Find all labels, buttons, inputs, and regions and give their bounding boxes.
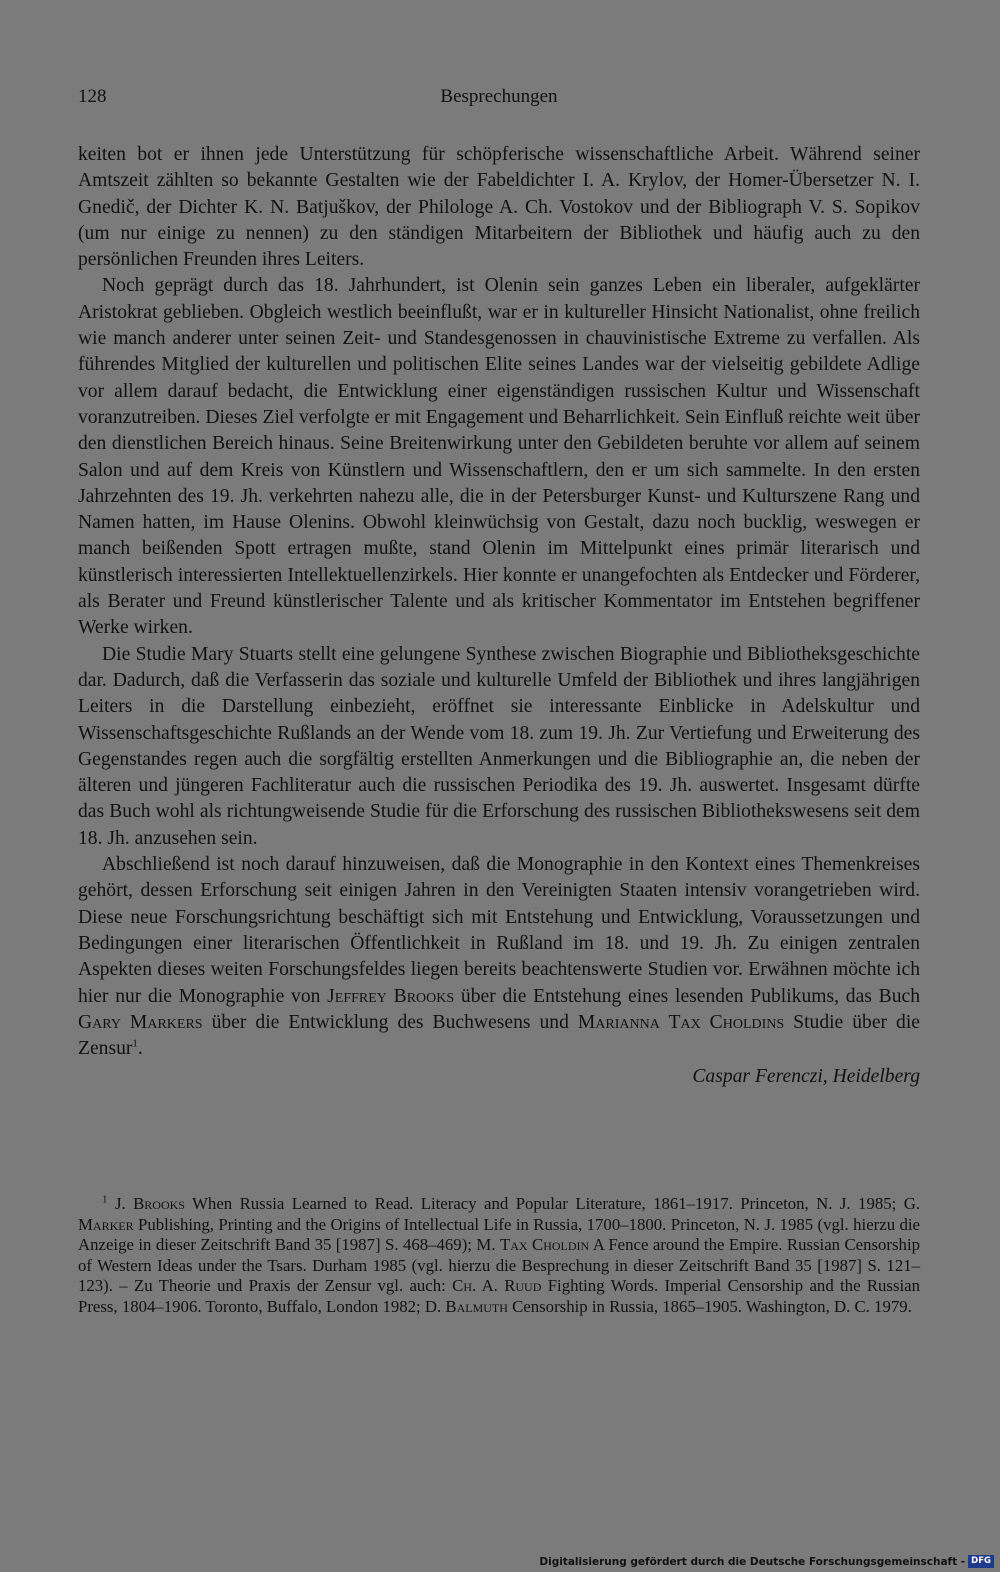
author-name: Ch. A. Ruud — [452, 1276, 542, 1296]
author-name: Marianna Tax Choldins — [577, 1011, 785, 1033]
footnote-1 — [78, 1194, 920, 1318]
footnote-mark: 1 — [102, 1193, 108, 1206]
author-name: Tax Choldin — [499, 1235, 590, 1255]
paragraph-4-text: Abschließend ist noch darauf hinzuweisen, daß die Monographie in den Kontext eines Themenkreises gehört, dessen Erforschung seit einigen Jahren in den Vereinigten Staaten intensiv vorangetrieben wird. Diese neue Forschungsrichtung beschäftigt sich mit Entstehung und Entwicklung, Voraussetzungen und Bedingungen einer literarischen Öffentlichkeit in Rußland im 18. und 19. Jh. Zu einigen zentralen Aspekten dieses weiten Forschungsfeldes liegen bereits beachtenswerte Studien vor. Erwähnen möchte ich hier nur die Monographie von — [78, 854, 920, 1007]
digitization-credit — [539, 1555, 994, 1568]
author-name: Jeffrey Brooks — [327, 985, 455, 1007]
paragraph-4-text: . — [137, 1038, 143, 1060]
author-name: Marker — [78, 1214, 134, 1234]
paragraph-4 — [78, 852, 920, 1062]
author-name: J. Brooks — [114, 1194, 185, 1213]
paragraph-4-text: über die Entwicklung des Buchwesens und — [202, 1011, 578, 1033]
page-header — [78, 86, 920, 116]
author-name: Gary Markers — [78, 1011, 203, 1033]
footnote-text: Censorship in Russia, 1865–1905. Washington, D. C. 1979. — [507, 1296, 912, 1316]
credit-text: Digitalisierung gefördert durch die Deutsche Forschungsgemeinschaft - — [539, 1555, 966, 1568]
footnotes — [78, 1194, 920, 1318]
footnote-text: When Russia Learned to Read. Literacy and Popular Literature, 1861–1917. Princeton, N. J. 1985; G. — [184, 1194, 921, 1213]
paragraph-4-text: Studie über die Zensur — [78, 1011, 920, 1060]
paragraph-1: keiten bot er ihnen jede Unterstützung für schöpferische wissenschaftliche Arbeit. Während seiner Amtszeit zählten so bekannte Gestalten wie der Fabeldichter I. A. Krylov, der Homer-Übersetzer N. I. Gnedič, der Dichter K. N. Batjuškov, der Philologe A. Ch. Vostokov und der Bibliograph V. S. Sopikov (um nur einige zu nennen) zu den ständigen Mitarbeitern der Bibliothek und häufig auch zu den persönlichen Freunden ihres Leiters. — [78, 144, 920, 271]
footnote-reference: 1 — [132, 1037, 138, 1050]
paragraph-3: Die Studie Mary Stuarts stellt eine gelungene Synthese zwischen Biographie und Bibliotheksgeschichte dar. Dadurch, daß die Verfasserin das soziale und kulturelle Umfeld der Bibliothek und ihres langjährigen Leiters in die Darstellung einbezieht, eröffnet sie interessante Einblicke in Adelskultur und Wissenschaftsgeschichte Rußlands an der Wende vom 18. zum 19. Jh. Zur Vertiefung und Erweiterung des Gegenstandes regen auch die sorgfältig erstellten Anmerkungen und die Bibliographie an, die neben der älteren und jüngeren Fachliteratur auch die russischen Periodika des 19. Jh. auswertet. Insgesamt dürfte das Buch wohl als richtungweisende Studie für die Erforschung des russischen Bibliothekswesens seit dem 18. Jh. anzusehen sein. — [78, 643, 920, 849]
footnote-text: Publishing, Printing and the Origins of Intellectual Life in Russia, 1700–1800. Princeton, N. J. 1985 (vgl. hierzu die Anzeige in dieser Zeitschrift Band 35 [1987] S. 468–469); M. — [78, 1214, 920, 1255]
footnote-text: Fighting Words. Imperial Censorship and the Russian Press, 1804–1906. Toronto, Buffalo, London 1982; D. — [78, 1276, 920, 1316]
footnote-text: A Fence around the Empire. Russian Censorship of Western Ideas under the Tsars. Durham 1985 (vgl. hierzu die Besprechung in dieser Zeitschrift Band 35 [1987] S. 121–123). – Zu Theorie und Praxis der Zensur vgl. auch: — [78, 1235, 920, 1296]
paragraph-4-text: über die Entstehung eines lesenden Publikums, das Buch — [454, 985, 920, 1007]
dfg-logo-icon: DFG — [968, 1555, 994, 1568]
page-number: 128 — [78, 86, 107, 107]
author-name: Balmuth — [445, 1296, 508, 1316]
reviewer-signature: Caspar Ferenczi, Heidelberg — [692, 1066, 920, 1088]
running-head: Besprechungen — [440, 86, 558, 107]
paragraph-2: Noch geprägt durch das 18. Jahrhundert, ist Olenin sein ganzes Leben ein liberaler, aufgeklärter Aristokrat geblieben. Obgleich westlich beeinflußt, war er in kultureller Hinsicht Nationalist, ohne freilich wie manch anderer unter seinen Zeit- und Standesgenossen in chauvinistische Extreme zu verfallen. Als führendes Mitglied der kulturellen und politischen Elite seines Landes war der vielseitig gebildete Adlige vor allem darauf bedacht, die Entwicklung einer eigenständigen russischen Kultur und Wissenschaft voranzutreiben. Dieses Ziel verfolgte er mit Engagement und Beharrlichkeit. Sein Einfluß reichte weit über den dienstlichen Bereich hinaus. Seine Breitenwirkung unter den Gebildeten beruhte vor allem auf seinem Salon und auf dem Kreis von Künstlern und Wissenschaftlern, den er um sich sammelte. In den ersten Jahrzehnten des 19. Jh. verkehrten nahezu alle, die in der Petersburger Kunst- und Kulturszene Rang und Namen hatten, im Hause Olenins. Obwohl kleinwüchsig von Gestalt, dazu noch bucklig, weswegen er manch beißenden Spott ertragen mußte, stand Olenin im Mittelpunkt eines primär literarisch und künstlerisch interessierten Intellektuellenzirkels. Hier konnte er unangefochten als Entdecker und Förderer, als Berater und Freund künstlerischer Talente und als kritischer Kommentator im Entstehen begriffener Werke wirken. — [78, 275, 920, 639]
article-body — [78, 142, 920, 1091]
